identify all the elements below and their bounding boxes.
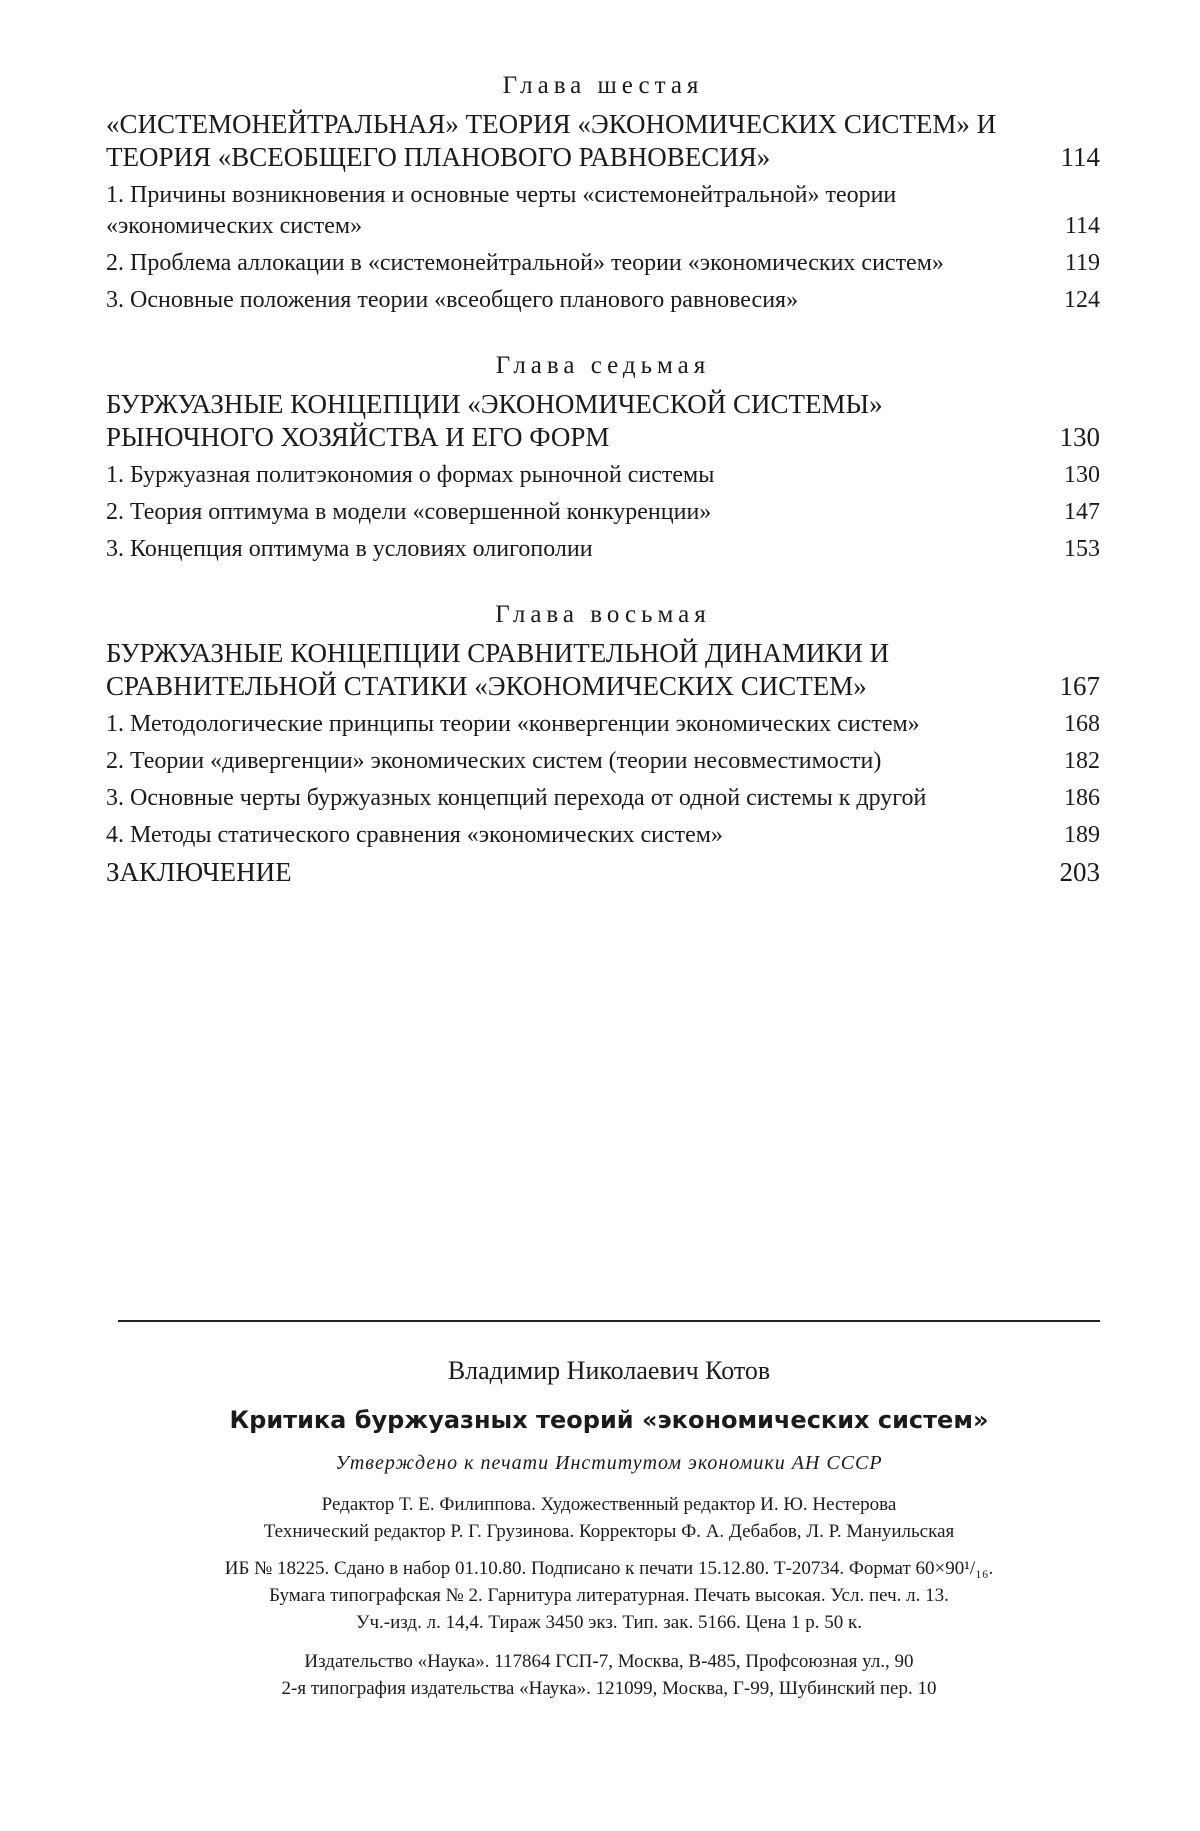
- toc-entry-text: 1. Буржуазная политэкономия о формах рыночной системы: [106, 462, 715, 488]
- toc-entry: [106, 248, 1100, 279]
- chapter-6: [106, 72, 1100, 316]
- page-number: 189: [1064, 822, 1100, 848]
- chapter-title-text: БУРЖУАЗНЫЕ КОНЦЕПЦИИ «ЭКОНОМИЧЕСКОЙ СИСТЕМЫ» РЫНОЧНОГО ХОЗЯЙСТВА И ЕГО ФОРМ: [106, 389, 883, 452]
- page-number: 130: [1059, 422, 1100, 452]
- chapter-label: Глава шестая: [502, 72, 704, 99]
- toc-conclusion: [106, 857, 1100, 888]
- book-title: Критика буржуазных теорий «экономических систем»: [229, 1406, 989, 1434]
- toc-entry-text: 4. Методы статического сравнения «экономических систем»: [106, 822, 723, 848]
- editors-line: Редактор Т. Е. Филиппова. Художественный редактор И. Ю. Нестерова: [321, 1494, 897, 1515]
- page-number: 167: [1059, 671, 1100, 701]
- editors-line: Технический редактор Р. Г. Грузинова. Корректоры Ф. А. Дебабов, Л. Р. Мануильская: [263, 1521, 955, 1542]
- chapter-title-text: «СИСТЕМОНЕЙТРАЛЬНАЯ» ТЕОРИЯ «ЭКОНОМИЧЕСКИХ СИСТЕМ» И ТЕОРИЯ «ВСЕОБЩЕГО ПЛАНОВОГО РАВНОВЕСИЯ»: [106, 109, 997, 172]
- chapter-label: Глава восьмая: [495, 601, 711, 628]
- chapter-title: [106, 637, 1100, 703]
- conclusion-text: ЗАКЛЮЧЕНИЕ: [106, 857, 292, 887]
- print-details-line: Уч.-изд. л. 14,4. Тираж 3450 экз. Тип. зак. 5166. Цена 1 р. 50 к.: [356, 1612, 862, 1633]
- toc-entry-text: 3. Основные положения теории «всеобщего планового равновесия»: [106, 287, 799, 313]
- toc-entry: [106, 460, 1100, 491]
- toc-entry-text: 1. Методологические принципы теории «конвергенции экономических систем»: [106, 711, 920, 737]
- page-number: 147: [1064, 499, 1100, 525]
- page-number: 130: [1064, 462, 1100, 488]
- toc-entry-text: 3. Основные черты буржуазных концепций перехода от одной системы к другой: [106, 785, 927, 811]
- table-of-contents: [106, 72, 1100, 924]
- page-number: 182: [1064, 748, 1100, 774]
- print-details-line: Бумага типографская № 2. Гарнитура литературная. Печать высокая. Усл. печ. л. 13.: [269, 1585, 949, 1606]
- author-name: Владимир Николаевич Котов: [447, 1356, 771, 1385]
- page-number: 119: [1064, 250, 1100, 276]
- divider: [118, 1320, 1100, 1322]
- toc-entry: [106, 709, 1100, 740]
- chapter-title-text: БУРЖУАЗНЫЕ КОНЦЕПЦИИ СРАВНИТЕЛЬНОЙ ДИНАМИКИ И СРАВНИТЕЛЬНОЙ СТАТИКИ «ЭКОНОМИЧЕСКИХ СИСТЕМ»: [106, 638, 890, 701]
- editors-credits: [118, 1491, 1100, 1545]
- chapter-8: [106, 601, 1100, 888]
- toc-entry-text: 2. Теория оптимума в модели «совершенной конкуренции»: [106, 499, 712, 525]
- toc-entry-text: 2. Проблема аллокации в «системонейтральной» теории «экономических систем»: [106, 250, 944, 276]
- toc-entry-text: 3. Концепция оптимума в условиях олигополии: [106, 536, 593, 562]
- publisher-address: [118, 1648, 1100, 1702]
- print-details-line: ИБ № 18225. Сдано в набор 01.10.80. Подписано к печати 15.12.80. Т-20734. Формат 60×90¹/₁₆.: [224, 1558, 994, 1579]
- toc-entry: [106, 820, 1100, 851]
- chapter-7: [106, 352, 1100, 565]
- chapter-title: [106, 388, 1100, 454]
- publisher-line: Издательство «Наука». 117864 ГСП-7, Москва, В-485, Профсоюзная ул., 90: [304, 1651, 914, 1672]
- chapter-title: [106, 108, 1100, 174]
- toc-entry: [106, 534, 1100, 565]
- page-number: 168: [1064, 711, 1100, 737]
- page-number: 124: [1064, 287, 1100, 313]
- publisher-line: 2-я типография издательства «Наука». 121099, Москва, Г-99, Шубинский пер. 10: [281, 1678, 937, 1699]
- page-number: 114: [1060, 142, 1100, 172]
- toc-entry: [106, 285, 1100, 316]
- toc-entry-text: 1. Причины возникновения и основные черты «системонейтральной» теории «экономических систем»: [106, 182, 897, 239]
- page-number: 203: [1059, 857, 1100, 887]
- approval-note: Утверждено к печати Институтом экономики АН СССР: [335, 1452, 883, 1474]
- print-details: [118, 1555, 1100, 1636]
- imprint: [118, 1320, 1100, 1702]
- toc-entry: [106, 497, 1100, 528]
- chapter-label: Глава седьмая: [495, 352, 711, 379]
- toc-entry: [106, 746, 1100, 777]
- page-number: 186: [1064, 785, 1100, 811]
- page-number: 153: [1064, 536, 1100, 562]
- page-number: 114: [1064, 213, 1100, 239]
- toc-entry: [106, 180, 1100, 242]
- toc-entry-text: 2. Теории «дивергенции» экономических систем (теории несовместимости): [106, 748, 882, 774]
- toc-entry: [106, 783, 1100, 814]
